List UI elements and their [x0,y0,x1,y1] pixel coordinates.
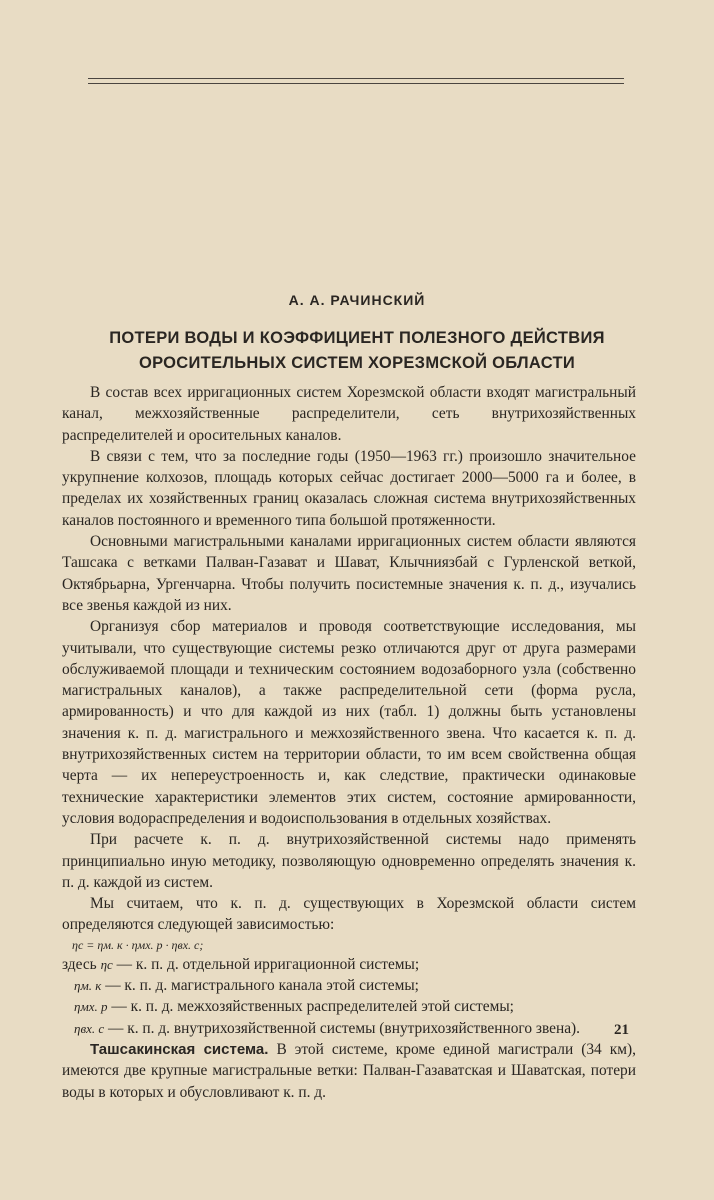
definition-symbol: ηм. к [74,978,102,994]
paragraph-text: В этой системе, кроме единой магистрали (34 км), имеются две крупные магистральные ветки: Палван-Газаватская и Шаватская, потери воды в которых и обусловливают к. п. д. [62,1040,636,1101]
efficiency-formula: ηс = ηм. к · ηмх. р · ηвх. с; [72,937,204,952]
header-rule-bottom [88,83,624,84]
article-body [62,382,636,1103]
formula-definitions [62,954,636,1039]
definition-text: — к. п. д. внутрихозяйственной системы (внутрихозяйственного звена). [108,1019,581,1037]
definition-intro: здесь [62,955,97,973]
paragraph: Мы считаем, что к. п. д. существующих в Хорезмской области систем определяются следующей зависимостью: [62,895,636,934]
definition-text: — к. п. д. отдельной ирригационной системы; [116,955,420,973]
definition-text: — к. п. д. межхозяйственных распределителей этой системы; [111,998,514,1016]
definition-symbol: ηс [100,956,113,972]
paragraph: Организуя сбор материалов и проводя соответствующие исследования, мы учитывали, что существующие системы резко отличаются друг от друга размерами обслуживаемой площади и техническим состоянием водозаборного узла (собственно магистральных каналов), а также распределительной сети (форма русла, армированность) и что для каждой из них (табл. 1) должны быть установлены значения к. п. д. магистрального и межхозяйственного звена. Что касается к. п. д. внутрихозяйственных систем на территории области, то им всем свойственна общая черта — их непереустроенность и, как следствие, практически одинаковые технические характеристики элементов этих систем, состояние армированности, условия водораспределения и водоиспользования в отдельных хозяйствах. [62,618,636,827]
paragraph-tashsaka [62,1039,636,1103]
paragraph: При расчете к. п. д. внутрихозяйственной системы надо применять принципиально иную методику, позволяющую одновременно определять значения к. п. д. каждой из систем. [62,831,636,891]
title-line-2: ОРОСИТЕЛЬНЫХ СИСТЕМ ХОРЕЗМСКОЙ ОБЛАСТИ [138,354,576,372]
definition-symbol: ηвх. с [74,1020,105,1036]
page-number: 21 [614,1022,629,1038]
definition-symbol: ηмх. р [74,999,108,1015]
definition-item [62,1018,636,1039]
definition-item [62,975,636,996]
definition-text: — к. п. д. магистрального канала этой системы; [105,977,419,995]
definition-item [62,954,636,975]
definition-item [62,996,636,1017]
section-heading-inline: Ташсакинская система. [90,1040,269,1058]
paragraph: В состав всех ирригационных систем Хорезмской области входят магистральный канал, межхозяйственные распределители, сеть внутрихозяйственных распределителей и оросительных каналов. [62,384,636,444]
author-name: А. А. РАЧИНСКИЙ [288,292,426,308]
header-rule-top [88,78,624,79]
paragraph: Основными магистральными каналами ирригационных систем области являются Ташсака с ветками Палван-Газават и Шават, Клычниязбай с Гурленской веткой, Октябрьарна, Ургенчарна. Чтобы получить посистемные значения к. п. д., изучались все звенья каждой из них. [62,533,636,614]
title-line-1: ПОТЕРИ ВОДЫ И КОЭФФИЦИЕНТ ПОЛЕЗНОГО ДЕЙСТВИЯ [109,329,605,347]
article-title [0,326,714,376]
paragraph: В связи с тем, что за последние годы (1950—1963 гг.) произошло значительное укрупнение колхозов, площадь которых сейчас достигает 2000—5000 га и более, в пределах их хозяйственных границ оказалась сложная система внутрихозяйственных каналов постоянного и временного типа большой протяженности. [62,447,636,529]
